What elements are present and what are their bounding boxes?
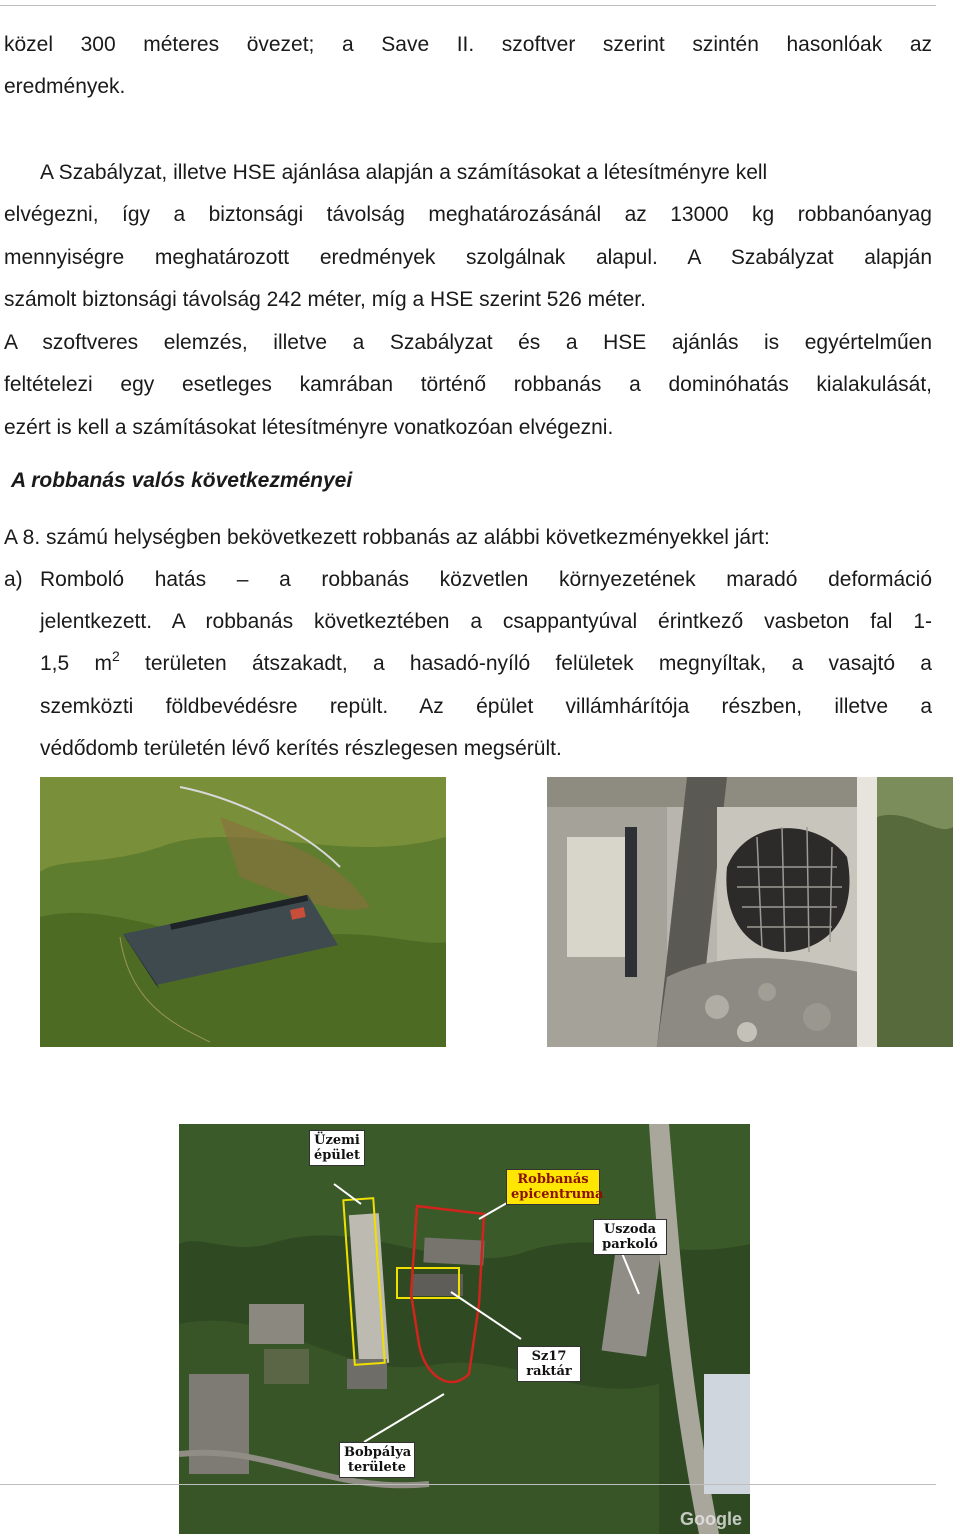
list-line: jelentkezett. A robbanás következtében a csappantyúval érintkező vasbeton fal 1- xyxy=(40,610,932,633)
list-line: védődomb területén lévő kerítés részlegesen megsérült. xyxy=(40,737,562,760)
map-label-uszoda: Uszoda parkoló xyxy=(593,1219,667,1255)
bottom-rule xyxy=(0,1484,936,1485)
section-heading: A robbanás valós következményei xyxy=(11,469,353,492)
map-label-epicentrum: Robbanás epicentruma xyxy=(506,1169,600,1205)
intro-line: A 8. számú helységben bekövetkezett robbanás az alábbi következményekkel járt: xyxy=(4,526,770,549)
list-line-pre: 1,5 m xyxy=(40,652,112,675)
photo-door-on-slope xyxy=(40,777,446,1047)
top-rule xyxy=(0,5,936,6)
photo-damaged-wall xyxy=(547,777,953,1047)
paragraph-line: számolt biztonsági távolság 242 méter, míg a HSE szerint 526 méter. xyxy=(4,288,646,311)
paragraph-line: ezért is kell a számításokat létesítményre vonatkozóan elvégezni. xyxy=(4,416,614,439)
superscript: 2 xyxy=(111,648,120,664)
map-label-bobpalya: Bobpálya területe xyxy=(339,1442,415,1478)
list-line xyxy=(40,648,932,677)
map-label-sz17: Sz17 raktár xyxy=(517,1346,581,1382)
paragraph-line: eredmények. xyxy=(4,75,126,98)
map-label-uzemi: Üzemi épület xyxy=(309,1130,365,1166)
list-marker: a) xyxy=(4,568,23,591)
google-watermark: Google xyxy=(680,1509,742,1529)
paragraph-line: elvégezni, így a biztonsági távolság meghatározásánál az 13000 kg robbanóanyag xyxy=(4,203,932,226)
paragraph-line: feltételezi egy esetleges kamrában történő robbanás a dominóhatás kialakulását, xyxy=(4,373,932,396)
paragraph-line: közel 300 méteres övezet; a Save II. szoftver szerint szintén hasonlóak az xyxy=(4,33,932,56)
paragraph-line: mennyiségre meghatározott eredmények szolgálnak alapul. A Szabályzat alapján xyxy=(4,246,932,269)
paragraph-line: A szoftveres elemzés, illetve a Szabályzat és a HSE ajánlás is egyértelműen xyxy=(4,331,932,354)
list-line: szemközti földbevédésre repült. Az épület villámhárítója részben, illetve a xyxy=(40,695,932,718)
aerial-map-photo xyxy=(179,1124,750,1534)
list-line: Romboló hatás – a robbanás közvetlen környezetének maradó deformáció xyxy=(40,568,932,591)
paragraph-line: A Szabályzat, illetve HSE ajánlása alapján a számításokat a létesítményre kell xyxy=(40,161,768,184)
list-line-post: területen átszakadt, a hasadó-nyíló felületek megnyíltak, a vasajtó a xyxy=(119,652,932,675)
